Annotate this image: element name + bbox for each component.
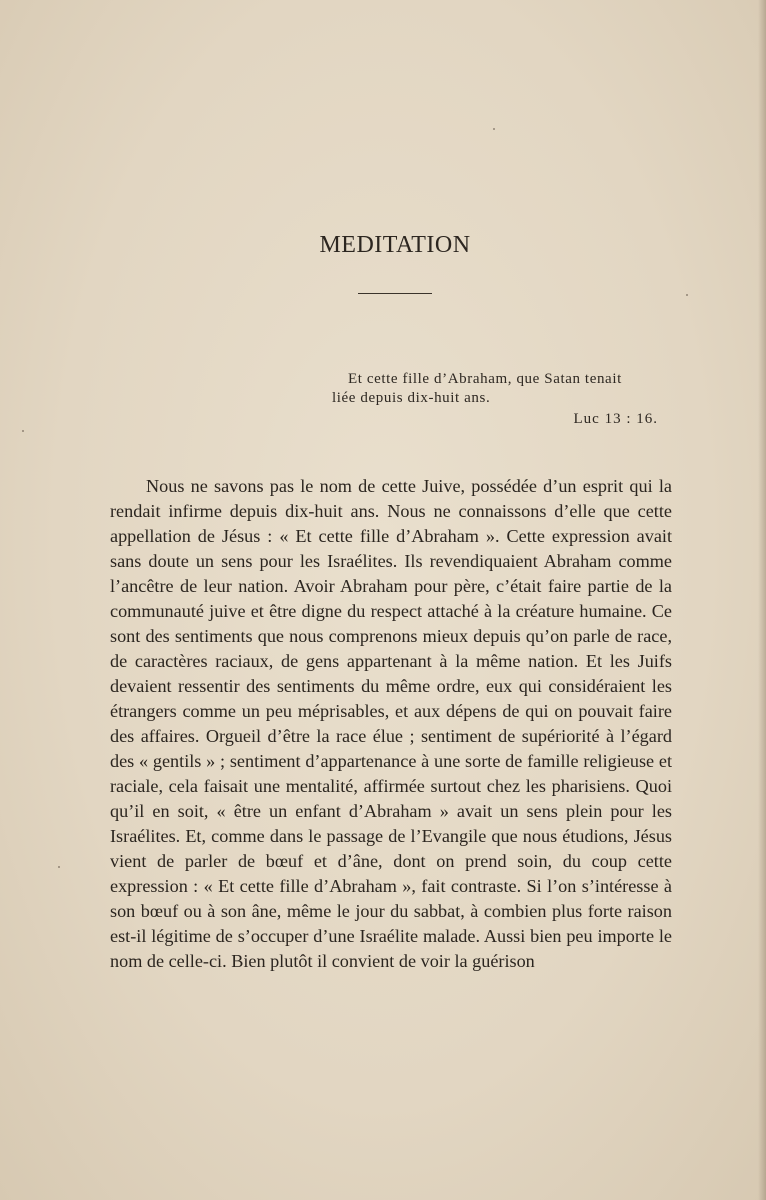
epigraph-reference: Luc 13 : 16. [573,411,658,427]
page-title: MEDITATION [319,232,471,258]
paper-speck [58,866,60,868]
page-edge-shadow [758,0,766,1200]
epigraph [332,370,682,429]
title-divider [358,293,432,294]
paper-speck [22,430,24,432]
body-paragraph: Nous ne savons pas le nom de cette Juive, possédée d’un esprit qui la rendait infirme depuis dix-huit ans. Nous ne connaissons d’elle que cette appellation de Jésus : « Et cette fille d’Abraham ». Cette expression avait sans doute un sens pour les Israélites. Ils revendiquaient Abraham comme l’ancêtre de leur nation. Avoir Abraham pour père, c’était faire partie de la communauté juive et être digne du respect attaché à la créature humaine. Ce sont des sentiments que nous comprenons mieux depuis qu’on parle de race, de caractères raciaux, de gens appartenant à la même nation. Et les Juifs devaient ressentir des sentiments du même ordre, eux qui considéraient les étrangers comme un peu méprisables, et aux dépens de qui on pouvait faire des affaires. Orgueil d’être la race élue ; sentiment de supériorité à l’égard des « gentils » ; sentiment d’appartenance à une sorte de famille religieuse et raciale, cela faisait une mentalité, affirmée surtout chez les pharisiens. Quoi qu’il en soit, « être un enfant d’Abraham » avait un sens plein pour les Israélites. Et, comme dans le passage de l’Evangile que nous étudions, Jésus vient de parler de bœuf et d’âne, dont on prend soin, du coup cette expression : « Et cette fille d’Abraham », fait contraste. Si l’on s’intéresse à son bœuf ou à son âne, même le jour du sabbat, à combien plus forte raison est-il légitime de s’occuper d’une Israélite malade. Aussi bien peu importe le nom de celle-ci. Bien plutôt il convient de voir la guérison [110,476,672,971]
paper-speck [686,294,688,296]
paper-speck [493,128,495,130]
epigraph-line-1: Et cette fille d’Abraham, que Satan tenait [348,371,622,387]
epigraph-line-2: liée depuis dix-huit ans. [332,390,491,406]
